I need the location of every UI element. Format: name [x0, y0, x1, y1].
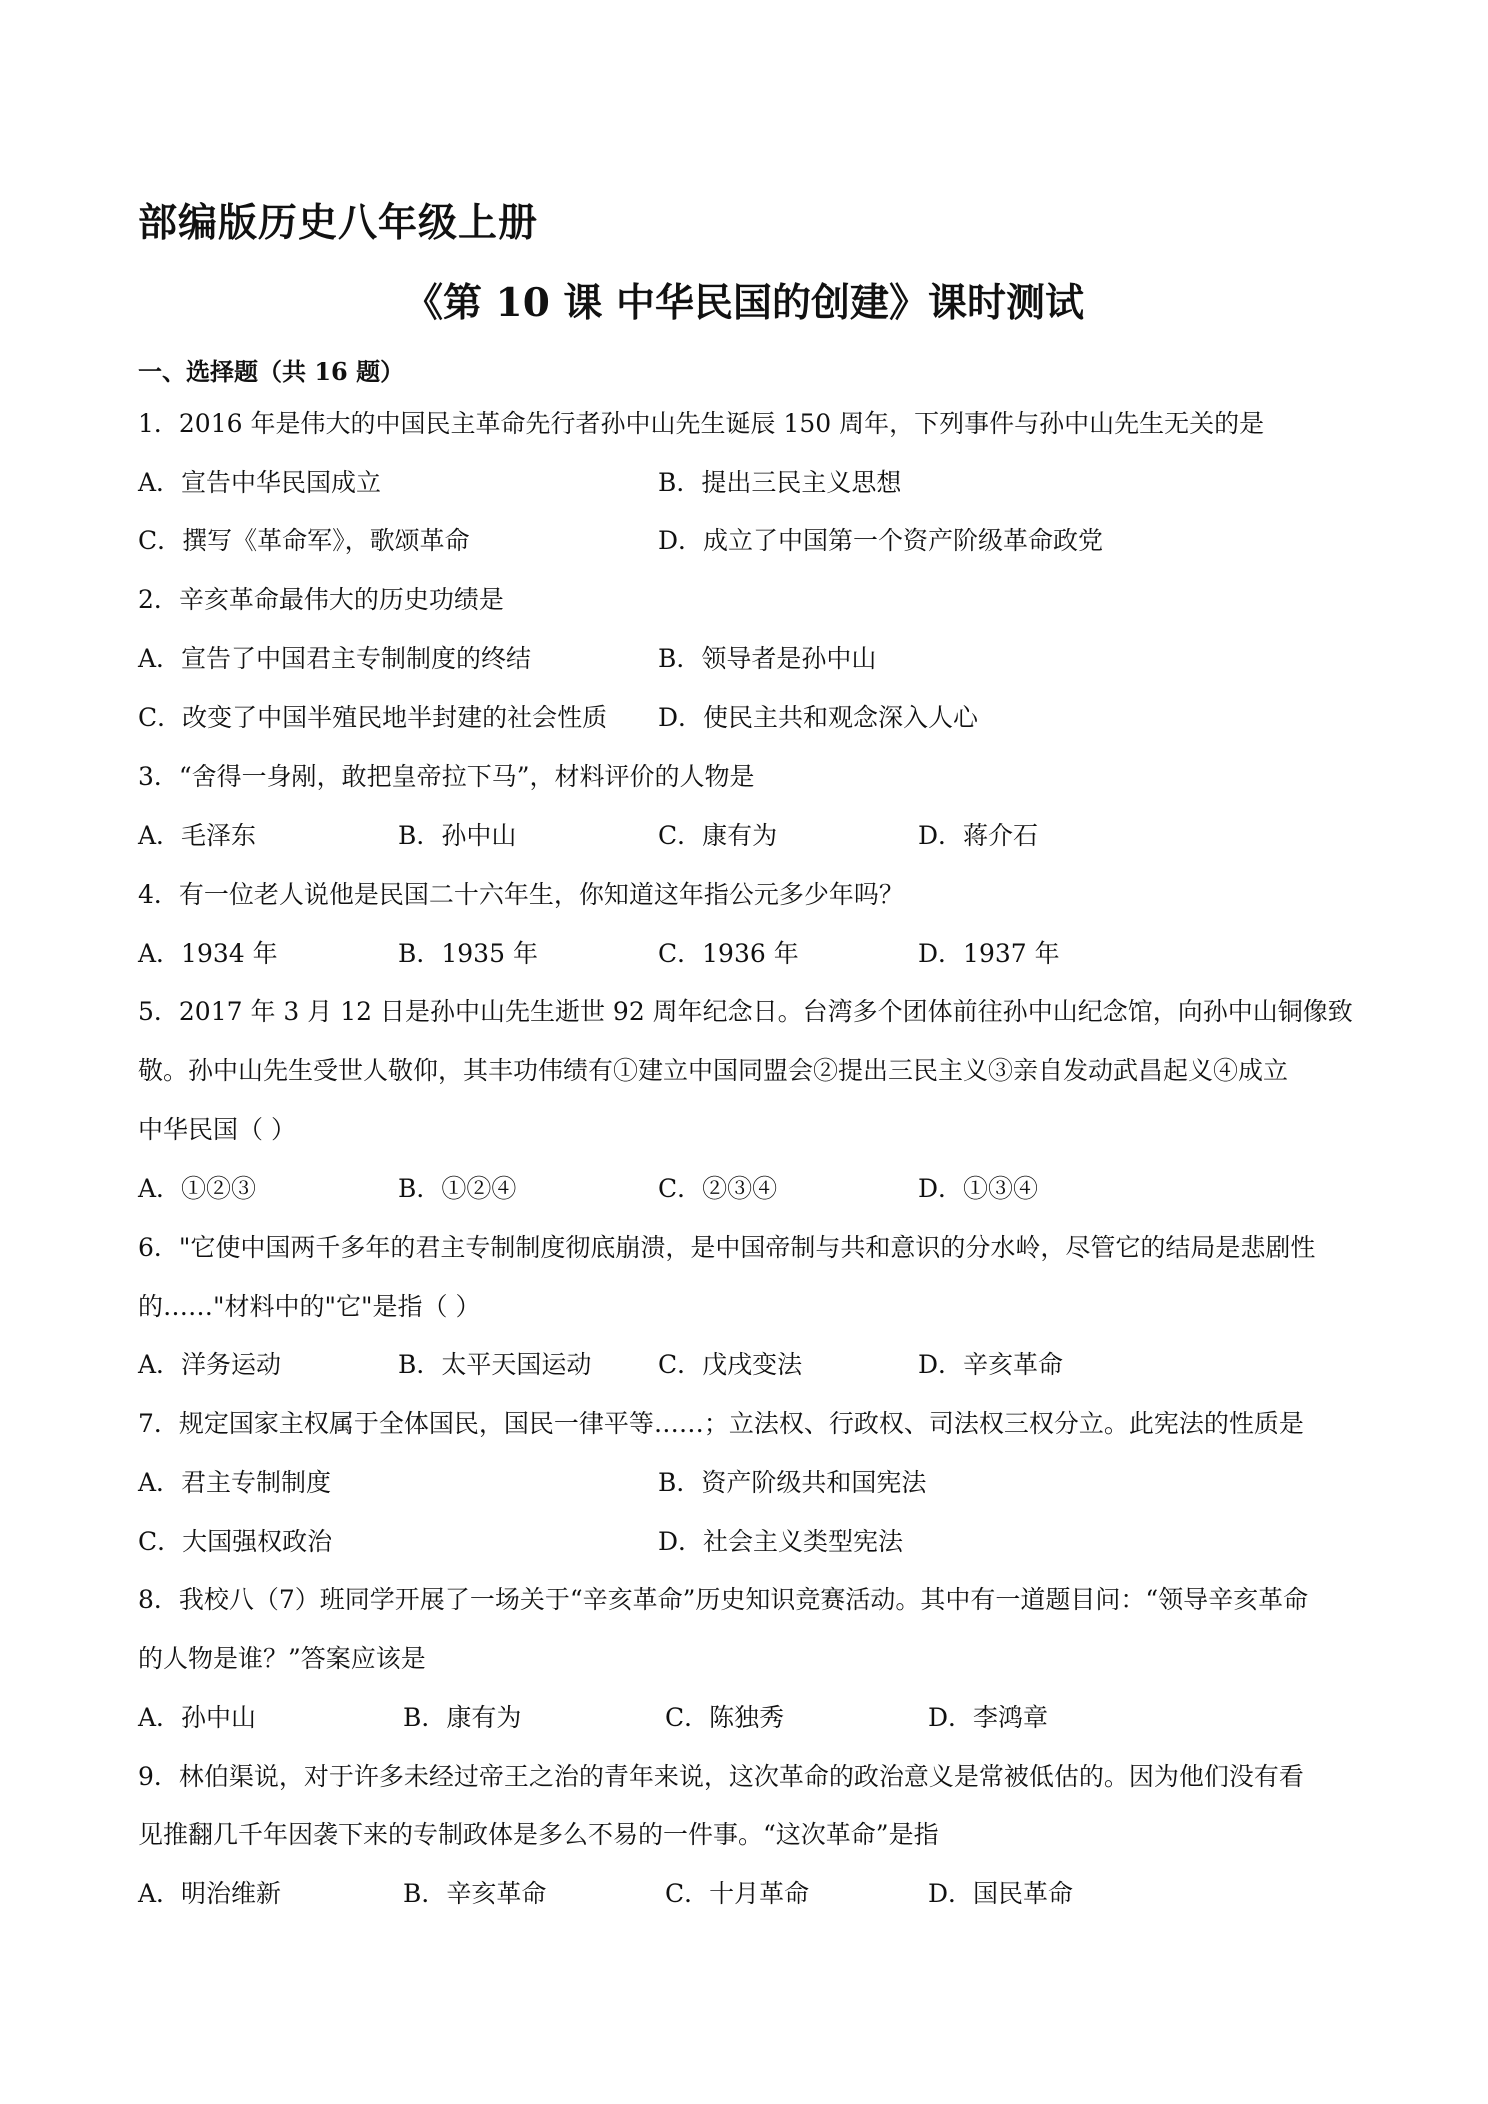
- question-3-option-a: A．毛泽东: [138, 821, 257, 850]
- question-1-option-b: B．提出三民主义思想: [658, 468, 902, 497]
- question-4-option-d: D．1937 年: [918, 939, 1060, 968]
- question-9-option-c: C．十月革命: [665, 1879, 810, 1908]
- question-9-option-b: B．辛亥革命: [403, 1879, 547, 1908]
- question-6-option-b: B．太平天国运动: [398, 1350, 592, 1379]
- section-heading: 一、选择题（共 16 题）: [138, 357, 405, 386]
- question-6-option-d: D．辛亥革命: [918, 1350, 1064, 1379]
- question-7-option-a: A．君主专制制度: [138, 1468, 332, 1497]
- question-4-text: 4．有一位老人说他是民国二十六年生，你知道这年指公元多少年吗？: [138, 880, 904, 909]
- question-5-option-b: B．①②④: [398, 1174, 517, 1203]
- question-2-option-b: B．领导者是孙中山: [658, 644, 877, 673]
- question-2-option-d: D．使民主共和观念深入人心: [658, 703, 979, 732]
- question-7-text: 7．规定国家主权属于全体国民，国民一律平等……；立法权、行政权、司法权三权分立。此宪法的性质是: [138, 1409, 1304, 1438]
- question-2-option-a: A．宣告了中国君主专制制度的终结: [138, 644, 532, 673]
- question-3-text: 3．“舍得一身剐，敢把皇帝拉下马”，材料评价的人物是: [138, 762, 755, 791]
- question-8-option-b: B．康有为: [403, 1703, 522, 1732]
- question-8-text-line-2: 的人物是谁？”答案应该是: [138, 1644, 426, 1673]
- question-2-option-c: C．改变了中国半殖民地半封建的社会性质: [138, 703, 608, 732]
- question-5-option-c: C．②③④: [658, 1174, 778, 1203]
- question-3-option-b: B．孙中山: [398, 821, 517, 850]
- question-5-text-line-2: 敬。孙中山先生受世人敬仰，其丰功伟绩有①建立中国同盟会②提出三民主义③亲自发动武昌起义④成立: [138, 1056, 1289, 1085]
- question-6-text-line-1: 6．"它使中国两千多年的君主专制制度彻底崩溃，是中国帝制与共和意识的分水岭，尽管它的结局是悲剧性: [138, 1233, 1316, 1262]
- question-4-option-a: A．1934 年: [138, 939, 278, 968]
- question-4-option-c: C．1936 年: [658, 939, 799, 968]
- question-9-text-line-2: 见推翻几千年因袭下来的专制政体是多么不易的一件事。“这次革命”是指: [138, 1820, 939, 1849]
- question-9-option-d: D．国民革命: [928, 1879, 1074, 1908]
- question-7-option-c: C．大国强权政治: [138, 1527, 333, 1556]
- question-7-option-d: D．社会主义类型宪法: [658, 1527, 904, 1556]
- question-8-text-line-1: 8．我校八（7）班同学开展了一场关于“辛亥革命”历史知识竞赛活动。其中有一道题目问：“领导辛亥革命: [138, 1585, 1309, 1614]
- document-title: 部编版历史八年级上册: [138, 200, 539, 246]
- question-1-option-d: D．成立了中国第一个资产阶级革命政党: [658, 526, 1104, 555]
- question-9-option-a: A．明治维新: [138, 1879, 282, 1908]
- question-3-option-c: C．康有为: [658, 821, 778, 850]
- question-5-text-line-3: 中华民国（ ）: [138, 1115, 296, 1144]
- question-1-text: 1．2016 年是伟大的中国民主革命先行者孙中山先生诞辰 150 周年，下列事件与孙中山先生无关的是: [138, 409, 1265, 438]
- document-subtitle: 《第 10 课 中华民国的创建》课时测试: [403, 280, 1084, 326]
- question-8-option-a: A．孙中山: [138, 1703, 257, 1732]
- question-8-option-c: C．陈独秀: [665, 1703, 785, 1732]
- question-2-text: 2．辛亥革命最伟大的历史功绩是: [138, 585, 504, 614]
- question-9-text-line-1: 9．林伯渠说，对于许多未经过帝王之治的青年来说，这次革命的政治意义是常被低估的。因为他们没有看: [138, 1762, 1304, 1791]
- question-3-option-d: D．蒋介石: [918, 821, 1039, 850]
- question-1-option-a: A．宣告中华民国成立: [138, 468, 382, 497]
- question-5-option-a: A．①②③: [138, 1174, 257, 1203]
- question-6-option-c: C．戊戌变法: [658, 1350, 803, 1379]
- question-8-option-d: D．李鸿章: [928, 1703, 1049, 1732]
- question-5-option-d: D．①③④: [918, 1174, 1039, 1203]
- question-6-text-line-2: 的……"材料中的"它"是指（ ）: [138, 1292, 481, 1321]
- question-4-option-b: B．1935 年: [398, 939, 538, 968]
- question-7-option-b: B．资产阶级共和国宪法: [658, 1468, 927, 1497]
- question-5-text-line-1: 5．2017 年 3 月 12 日是孙中山先生逝世 92 周年纪念日。台湾多个团体前往孙中山纪念馆，向孙中山铜像致: [138, 997, 1353, 1026]
- question-1-option-c: C．撰写《革命军》，歌颂革命: [138, 526, 470, 555]
- question-6-option-a: A．洋务运动: [138, 1350, 282, 1379]
